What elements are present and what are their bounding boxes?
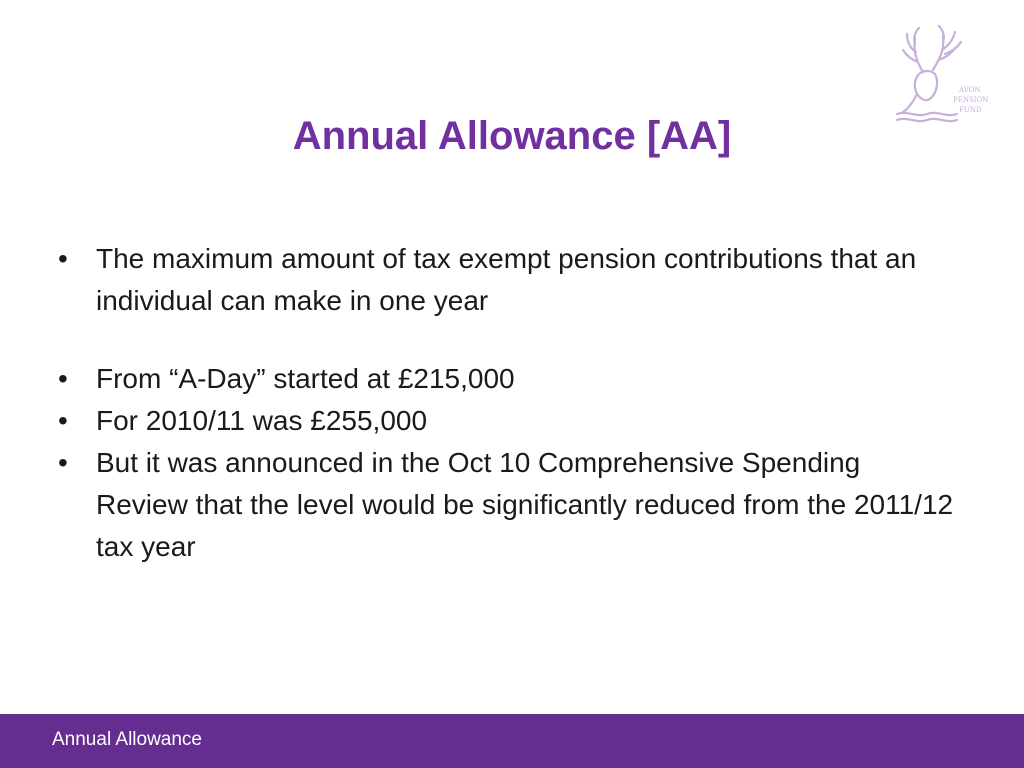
footer-bar: [0, 714, 1024, 768]
bullet-item: [58, 442, 958, 568]
bullet-item: [58, 238, 958, 322]
bullet-list: [58, 238, 958, 568]
bullet-item: [58, 400, 958, 442]
footer-title: Annual Allowance: [52, 729, 202, 750]
bullet-text: But it was announced in the Oct 10 Comprehensive Spending Review that the level would be significantly reduced from the 2011/12 tax year: [96, 447, 954, 562]
logo-text-line-3: FUND: [959, 106, 982, 114]
bullet-item: [58, 358, 958, 400]
bullet-marker: •: [58, 363, 68, 394]
bullet-marker: •: [58, 405, 68, 436]
bullet-text: The maximum amount of tax exempt pension contributions that an individual can make in one year: [96, 243, 917, 316]
bullet-marker: •: [58, 243, 68, 274]
bullet-marker: •: [58, 447, 68, 478]
bullet-text: From “A-Day” started at £215,000: [96, 363, 515, 394]
bullet-text: For 2010/11 was £255,000: [96, 405, 428, 436]
logo-text-line-2: PENSION: [953, 96, 989, 104]
slide-title: Annual Allowance [AA]: [292, 114, 732, 158]
logo-text-line-1: AVON: [959, 86, 981, 94]
